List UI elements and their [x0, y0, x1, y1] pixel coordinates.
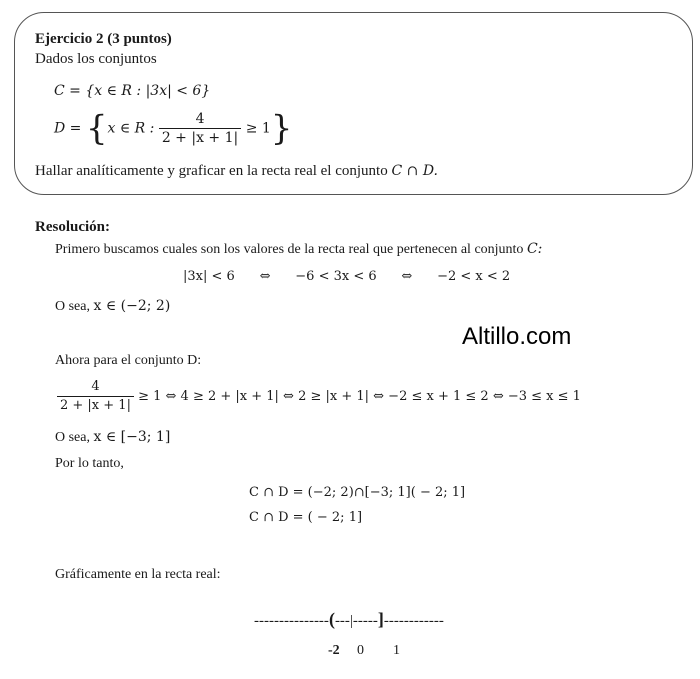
- step1-set: C:: [526, 241, 543, 257]
- tick-label-1: 1: [393, 643, 400, 658]
- step1-text: Primero buscamos cuales son los valores de la recta real que pertenecen al conjunto: [55, 242, 524, 257]
- result-c-math: x ∈ (−2; 2): [93, 298, 171, 314]
- graph-label: Gráficamente en la recta real:: [55, 567, 221, 582]
- set-d-denominator: 2 + |x + 1|: [159, 128, 241, 147]
- task-math: C ∩ D.: [391, 163, 439, 179]
- inequality-d-fraction: [57, 378, 134, 415]
- watermark-logo: Altillo.com: [462, 323, 572, 350]
- set-d-definition: [54, 110, 292, 147]
- task-text: Hallar analíticamente y graficar en la recta real el conjunto: [35, 163, 388, 179]
- exercise-task: [35, 163, 438, 180]
- result-d-text: O sea,: [55, 430, 90, 445]
- result-d-math: x ∈ [−3; 1]: [93, 429, 171, 445]
- intersection-line-1: C ∩ D = (−2; 2)∩[−3; 1]( − 2; 1]: [249, 485, 466, 500]
- set-d-suffix: ≥ 1: [245, 120, 271, 137]
- result-d: [55, 429, 170, 446]
- tick-label-0: 0: [357, 643, 364, 658]
- set-d-condition: x ∈ R :: [107, 120, 155, 137]
- open-bracket: (: [328, 609, 335, 629]
- inequality-d-numerator: 4: [91, 379, 100, 394]
- step2-text: Ahora para el conjunto D:: [55, 353, 202, 368]
- set-c-definition: C = {x ∈ R : |3x| < 6}: [54, 83, 211, 99]
- number-line-middle: ---|-----: [334, 613, 378, 629]
- result-c: [55, 298, 170, 315]
- resolution-heading: Resolución:: [35, 219, 110, 235]
- set-d-prefix: D =: [54, 120, 82, 137]
- number-line-right: ------------: [383, 613, 444, 629]
- inequality-d-denominator: 2 + |x + 1|: [57, 396, 134, 415]
- result-c-text: O sea,: [55, 299, 90, 314]
- tick-label-minus2: -2: [328, 643, 340, 658]
- step1-line: [55, 241, 542, 258]
- exercise-intro: Dados los conjuntos: [35, 51, 157, 67]
- therefore-text: Por lo tanto,: [55, 456, 124, 471]
- closed-bracket: ]: [377, 609, 384, 629]
- inequality-d: [57, 378, 581, 415]
- left-brace: {: [85, 108, 108, 149]
- intersection-line-2: C ∩ D = ( − 2; 1]: [249, 510, 363, 525]
- number-line: [254, 609, 444, 630]
- number-line-left: ---------------: [254, 613, 329, 629]
- right-brace: }: [270, 108, 293, 149]
- exercise-title: Ejercicio 2 (3 puntos): [35, 31, 172, 47]
- set-d-fraction: [159, 110, 241, 147]
- inequality-d-chain: ≥ 1 ⇔ 4 ≥ 2 + |x + 1| ⇔ 2 ≥ |x + 1| ⇔ −2 ≤ x + 1 ≤ 2 ⇔ −3 ≤ x ≤ 1: [138, 389, 581, 404]
- inequality-c: |3x| < 6 ⇔ −6 < 3x < 6 ⇔ −2 < x < 2: [183, 269, 511, 284]
- set-d-numerator: 4: [195, 111, 205, 127]
